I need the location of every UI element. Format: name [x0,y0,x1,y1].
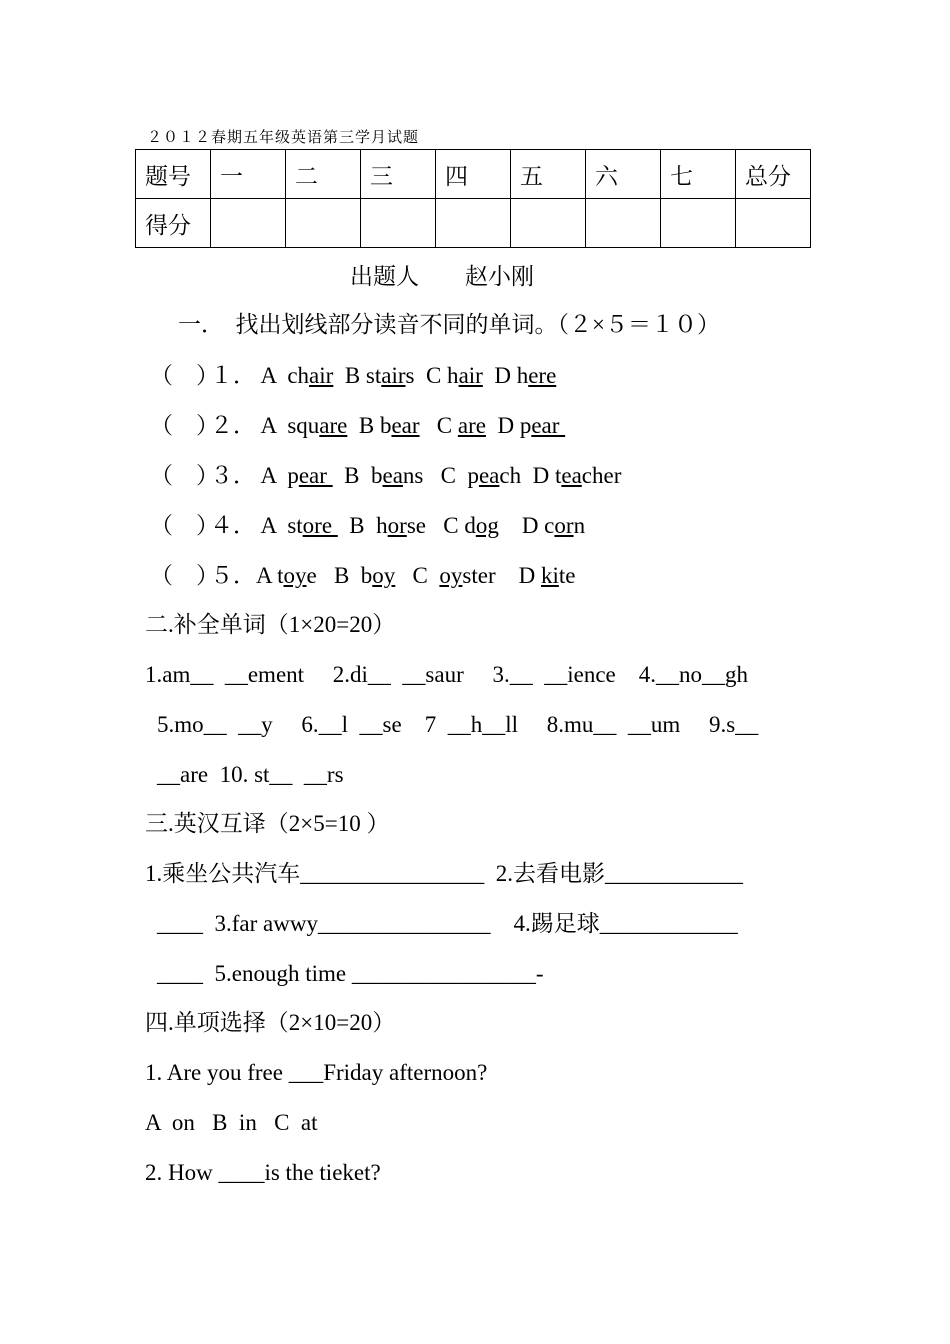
score-input-cell[interactable] [736,199,811,248]
question-number: ４． [210,513,256,538]
answer-paren[interactable]: （ ） [150,463,219,488]
section2-line-3: __are 10. st__ __rs [157,762,344,787]
underlined-part: or [387,513,407,538]
section4-question-1-options: A on B in C at [145,1110,318,1135]
score-cell: 四 [436,150,511,199]
section2-line-2: 5.mo__ __y 6.__l __se 7 __h__ll 8.mu__ __um 9.s__ [157,712,759,737]
score-cell: 六 [586,150,661,199]
section3-line-1: 1.乘坐公共汽车________________ 2.去看电影____________ [145,861,743,886]
score-cell: 题号 [136,150,211,199]
section2-line-1: 1.am__ __ement 2.di__ __saur 3.__ __ience 4.__no__gh [145,662,749,687]
answer-paren[interactable]: （ ） [150,413,219,438]
section2-title: 二.补全单词（1×20=20） [145,612,396,637]
question-5 [150,561,575,591]
score-input-cell[interactable] [211,199,286,248]
underlined-part: ea [478,463,500,488]
section4-question-2: 2. How ____is the tieket? [145,1160,381,1185]
score-input-cell[interactable] [511,199,586,248]
option-a-text: A t [256,563,284,588]
score-input-cell[interactable] [286,199,361,248]
score-cell: 三 [361,150,436,199]
option-d-text: D h [482,363,529,388]
score-cell: 总分 [736,150,811,199]
question-number: ３． [210,463,256,488]
option-d-tail: te [558,563,576,588]
underlined-part: air [381,363,406,388]
option-b-text: B b [347,413,392,438]
score-cell: 五 [511,150,586,199]
score-input-cell[interactable] [586,199,661,248]
answer-paren[interactable]: （ ） [150,363,219,388]
underlined-part: air [309,363,334,388]
section3-title: 三.英汉互译（2×5=10 ） [145,811,390,836]
answer-paren[interactable]: （ ） [150,563,219,588]
question-4 [150,511,585,541]
option-b-text: B h [337,513,388,538]
underlined-part: og [475,513,499,538]
score-input-cell[interactable] [436,199,511,248]
answer-paren[interactable]: （ ） [150,513,219,538]
score-input-cell[interactable] [661,199,736,248]
option-d-text: D p [485,413,532,438]
option-d-text: D c [498,513,555,538]
section1-title: 一． 找出划线部分读音不同的单词。（２×５＝１０） [178,312,720,337]
option-d-tail: cher [581,463,622,488]
question-3 [150,461,621,491]
score-input-cell[interactable] [361,199,436,248]
option-d-text: ch D t [499,463,562,488]
underlined-part: ere [528,363,557,388]
exam-title: ２０１２春期五年级英语第三学月试题 [147,130,420,146]
question-number: ２． [210,413,256,438]
underlined-part: ear [391,413,420,438]
option-a-text: A p [260,463,299,488]
score-cell: 七 [661,150,736,199]
underlined-part: or [554,513,574,538]
underlined-part: ear [531,413,566,438]
option-c-text: se C d [406,513,476,538]
option-c-text: ns C p [402,463,479,488]
underlined-part: ea [382,463,403,488]
author-line: 出题人 赵小刚 [350,264,534,289]
option-b-text: B b [332,463,383,488]
question-number: １． [210,363,256,388]
option-c-text: C [419,413,458,438]
score-table-score-row [136,199,811,248]
underlined-part: ea [561,463,582,488]
underlined-part: are [457,413,486,438]
option-c-text: C [395,563,440,588]
score-cell: 二 [286,150,361,199]
underlined-part: are [319,413,348,438]
option-a-text: A ch [260,363,310,388]
question-2 [150,411,565,441]
section4-title: 四.单项选择（2×10=20） [145,1010,396,1035]
option-a-text: A squ [260,413,320,438]
option-d-tail: n [573,513,586,538]
option-d-text: ster D [462,563,541,588]
option-c-text: s C h [405,363,459,388]
underlined-part: ear [298,463,333,488]
question-1 [150,361,556,391]
underlined-part: air [458,363,483,388]
score-cell: 一 [211,150,286,199]
section4-question-1: 1. Are you free ___Friday afternoon? [145,1060,488,1085]
score-table [135,149,811,248]
underlined-part: oy [439,563,463,588]
section3-line-3: ____ 5.enough time ________________- [157,961,544,986]
option-b-text: e B b [306,563,373,588]
option-a-text: A st [260,513,303,538]
option-b-text: B st [333,363,382,388]
underlined-part: oy [283,563,307,588]
score-row-label: 得分 [136,199,211,248]
underlined-part: ore [302,513,338,538]
underlined-part: oy [372,563,396,588]
score-table-header-row [136,150,811,199]
question-number: ５． [210,563,256,588]
section3-line-2: ____ 3.far awwy_______________ 4.踢足球____________ [157,911,738,936]
underlined-part: ki [540,563,559,588]
